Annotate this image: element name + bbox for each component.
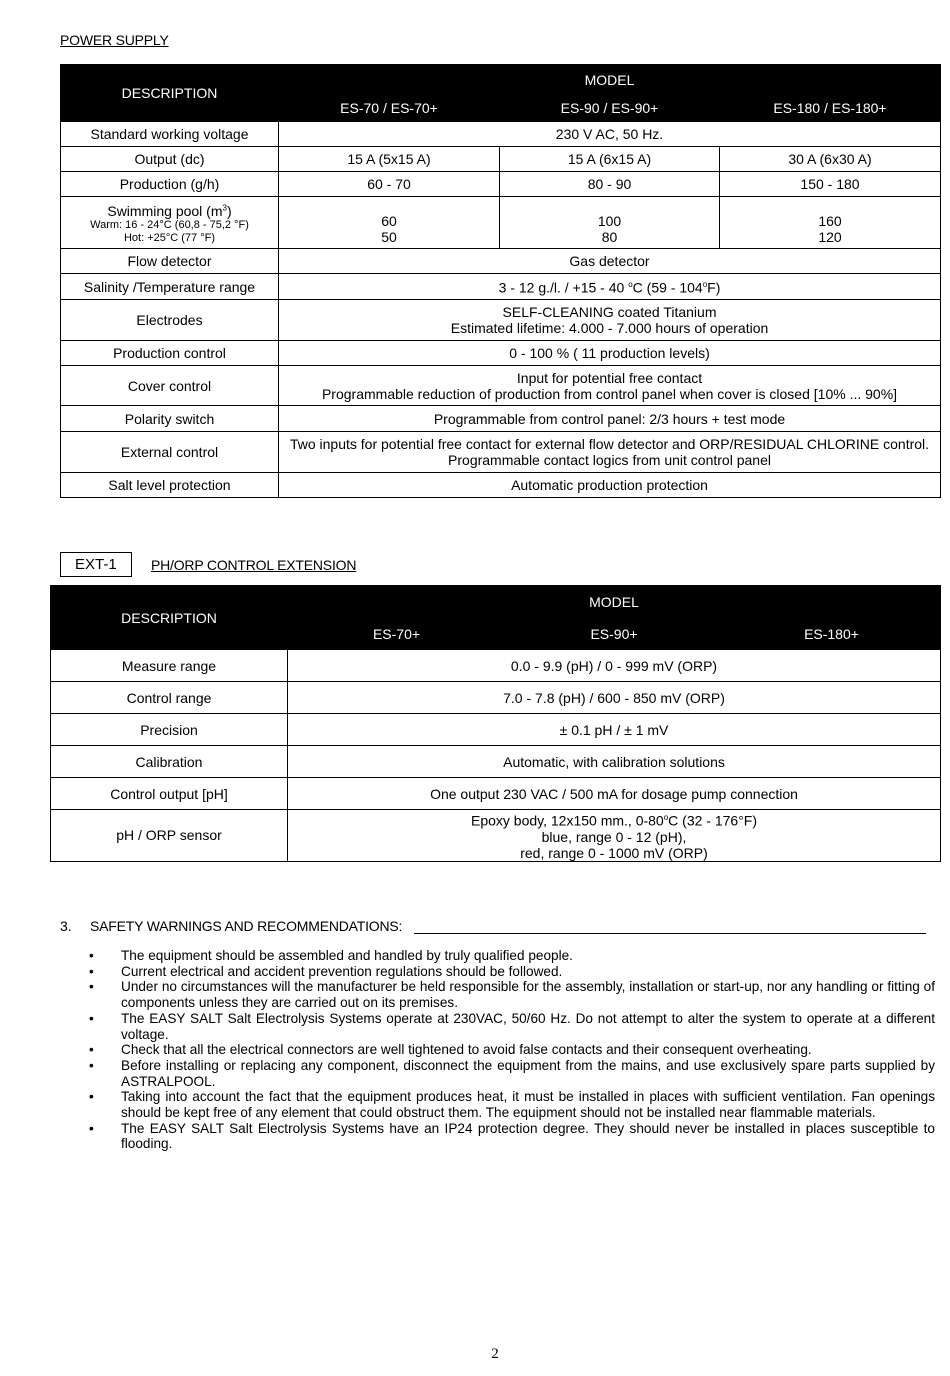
ext-badge: EXT-1 xyxy=(60,552,132,577)
row-value: Gas detector xyxy=(279,249,941,274)
list-item: • Current electrical and accident prevention regulations should be followed. xyxy=(89,963,563,979)
row-value: Epoxy body, 12x150 mm., 0-80$^o$C (32 - 176°F) blue, range 0 - 12 (pH), red, range 0 - 1000 mV (ORP) xyxy=(288,810,941,862)
list-item: • Check that all the electrical connectors are well tightened to avoid false contacts and their consequent overheating. xyxy=(89,1042,812,1058)
row-value: 3 - 12 g./l. / +15 - 40 $^o$C (59 - 104$^o$F) xyxy=(279,274,941,300)
bullet-icon: • xyxy=(89,1057,94,1073)
row-value: 230 V AC, 50 Hz. xyxy=(279,122,941,147)
row-label: Precision xyxy=(51,714,288,746)
list-item: • The EASY SALT Salt Electrolysis Systems operate at 230VAC, 50/60 Hz. Do not attempt to alter the system to operate at a different voltage. xyxy=(89,1010,935,1042)
row-label: pH / ORP sensor xyxy=(51,810,288,862)
list-item: • The equipment should be assembled and handled by truly qualified people. xyxy=(89,948,573,963)
row-value: 160 120 xyxy=(720,197,941,249)
list-item: • Under no circumstances will the manufacturer be held responsible for the assembly, installation or start-up, nor any handling or fitting of components unless they are carried out on its premises. xyxy=(89,979,935,1011)
list-item: • Taking into account the fact that the equipment produces heat, it must be installed in places with sufficient ventilation. Fan openings should be kept free of any element that could obstruct them. The equipment should not be installed near flammable materials. xyxy=(89,1089,935,1121)
model-es90-header: ES-90 / ES-90+ xyxy=(500,95,720,122)
power-supply-table xyxy=(60,64,941,498)
bullet-icon: • xyxy=(89,1042,94,1058)
table-row xyxy=(51,746,941,778)
table-row xyxy=(61,406,941,432)
pool-warm-label: Warm: 16 - 24°C (60,8 - 75,2 °F) xyxy=(90,218,249,231)
bullet-icon: • xyxy=(89,963,94,979)
row-label: Salt level protection xyxy=(61,473,279,498)
description-header: DESCRIPTION xyxy=(51,586,288,650)
row-value: One output 230 VAC / 500 mA for dosage pump connection xyxy=(288,778,941,810)
bullet-icon: • xyxy=(89,1010,94,1026)
model-es180-header: ES-180 / ES-180+ xyxy=(720,95,941,122)
list-item: • Before installing or replacing any component, disconnect the equipment from the mains, and use exclusively spare parts supplied by ASTRALPOOL. xyxy=(89,1057,935,1089)
section-title-rule xyxy=(414,933,926,934)
model-es90-header: ES-90+ xyxy=(506,618,723,650)
row-label: Production control xyxy=(61,341,279,366)
safety-list xyxy=(89,948,935,1152)
model-header: MODEL xyxy=(288,586,941,618)
table-row xyxy=(61,172,941,197)
row-value: 80 - 90 xyxy=(500,172,720,197)
row-value: Input for potential free contact Programmable reduction of production from control panel when cover is closed [10% ... 90%] xyxy=(279,366,941,406)
model-es70-header: ES-70+ xyxy=(288,618,506,650)
row-value: 0.0 - 9.9 (pH) / 0 - 999 mV (ORP) xyxy=(288,650,941,682)
row-value: 100 80 xyxy=(500,197,720,249)
model-es180-header: ES-180+ xyxy=(723,618,941,650)
row-value: SELF-CLEANING coated Titanium Estimated lifetime: 4.000 - 7.000 hours of operation xyxy=(279,300,941,341)
row-label: Control output [pH] xyxy=(51,778,288,810)
row-value: 15 A (6x15 A) xyxy=(500,147,720,172)
table-row xyxy=(61,473,941,498)
row-value: 0 - 100 % ( 11 production levels) xyxy=(279,341,941,366)
row-value: Automatic, with calibration solutions xyxy=(288,746,941,778)
row-value: Two inputs for potential free contact for external flow detector and ORP/RESIDUAL CHLORINE control. Programmable contact logics from unit control panel xyxy=(279,432,941,473)
row-value: 15 A (5x15 A) xyxy=(279,147,500,172)
section-number: 3. xyxy=(60,918,72,934)
list-item: • The EASY SALT Salt Electrolysis Systems have an IP24 protection degree. They should never be installed in places susceptible to flooding. xyxy=(89,1120,935,1152)
bullet-icon: • xyxy=(89,1089,94,1105)
row-value: 30 A (6x30 A) xyxy=(720,147,941,172)
table-row xyxy=(51,682,941,714)
row-label: Calibration xyxy=(51,746,288,778)
row-value: 7.0 - 7.8 (pH) / 600 - 850 mV (ORP) xyxy=(288,682,941,714)
row-label: Control range xyxy=(51,682,288,714)
model-es70-header: ES-70 / ES-70+ xyxy=(279,95,500,122)
bullet-icon: • xyxy=(89,948,94,963)
row-value: Automatic production protection xyxy=(279,473,941,498)
table-row xyxy=(61,147,941,172)
table-row xyxy=(61,341,941,366)
row-label: External control xyxy=(61,432,279,473)
ext-title: PH/ORP CONTROL EXTENSION xyxy=(151,557,357,573)
row-label xyxy=(61,197,279,249)
description-header: DESCRIPTION xyxy=(61,65,279,122)
ext-table xyxy=(50,585,941,862)
table-row xyxy=(51,778,941,810)
table-row xyxy=(51,714,941,746)
bullet-icon: • xyxy=(89,979,94,995)
table-row xyxy=(61,366,941,406)
table-row xyxy=(61,300,941,341)
row-value: Programmable from control panel: 2/3 hours + test mode xyxy=(279,406,941,432)
row-label: Standard working voltage xyxy=(61,122,279,147)
model-header: MODEL xyxy=(279,65,941,95)
pool-label: Swimming pool $(m^3)$ xyxy=(107,202,232,219)
row-value: ± 0.1 pH / ± 1 mV xyxy=(288,714,941,746)
row-label: Output (dc) xyxy=(61,147,279,172)
table-row xyxy=(51,650,941,682)
bullet-icon: • xyxy=(89,1120,94,1136)
row-label: Production (g/h) xyxy=(61,172,279,197)
section-title: SAFETY WARNINGS AND RECOMMENDATIONS: xyxy=(90,918,403,934)
table-row xyxy=(61,432,941,473)
pool-hot-label: Hot: +25°C (77 °F) xyxy=(123,231,216,244)
row-value: 150 - 180 xyxy=(720,172,941,197)
table-row xyxy=(61,197,941,249)
row-label: Polarity switch xyxy=(61,406,279,432)
row-label: Salinity /Temperature range xyxy=(61,274,279,300)
row-value: 60 - 70 xyxy=(279,172,500,197)
power-supply-title: POWER SUPPLY xyxy=(60,32,169,48)
row-label: Electrodes xyxy=(61,300,279,341)
table-row xyxy=(61,249,941,274)
table-row xyxy=(61,122,941,147)
row-label: Cover control xyxy=(61,366,279,406)
page-number: 2 xyxy=(491,1346,499,1362)
row-label: Measure range xyxy=(51,650,288,682)
row-value: 60 50 xyxy=(279,197,500,249)
table-row xyxy=(51,810,941,862)
table-row xyxy=(61,274,941,300)
row-label: Flow detector xyxy=(61,249,279,274)
